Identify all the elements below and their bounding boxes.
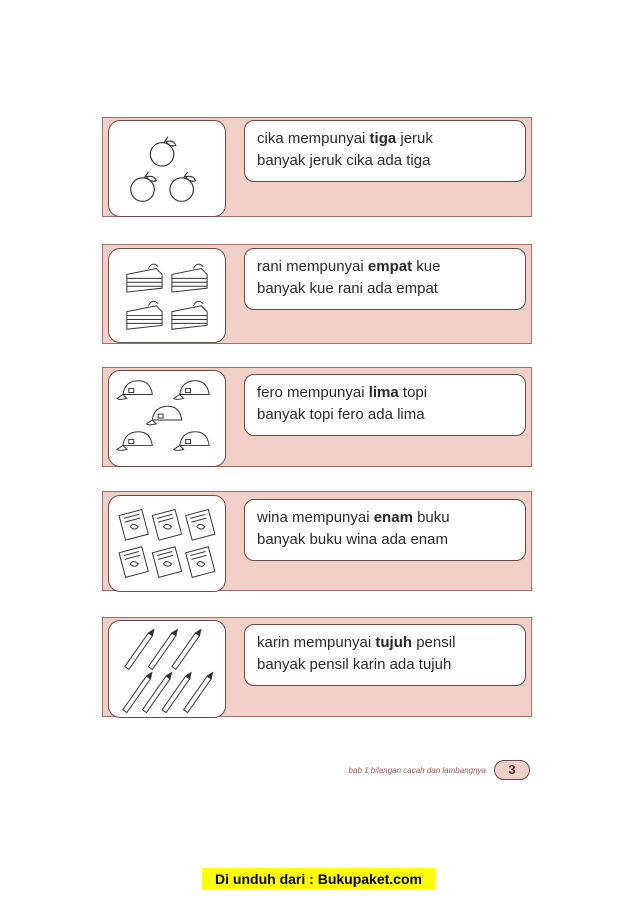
source-banner[interactable]: Di unduh dari : Bukupaket.com [202,868,435,890]
sentence-line-2: banyak buku wina ada enam [257,531,448,548]
book-icon [109,496,225,591]
sentence-line-2: banyak kue rani ada empat [257,280,438,297]
cake-icon [109,249,225,342]
sentence-box [244,374,526,436]
cap-icon [109,371,225,466]
sentence-line-2: banyak pensil karin ada tujuh [257,656,452,673]
picture-frame [108,620,226,718]
sentence-line-1: karin mempunyai tujuh pensil [257,634,456,651]
orange-icon [109,121,225,216]
picture-frame [108,495,226,592]
sentence-line-2: banyak jeruk cika ada tiga [257,152,431,169]
sentence-box [244,624,526,686]
sentence-box [244,499,526,561]
sentence-line-1: rani mempunyai empat kue [257,258,441,275]
page-number: 3 [494,760,530,780]
chapter-title: bab 1 bilangan cacah dan lambangnya [348,766,486,775]
picture-frame [108,120,226,217]
sentence-line-1: cika mempunyai tiga jeruk [257,130,433,147]
sentence-box [244,120,526,182]
picture-frame [108,370,226,467]
sentence-line-2: banyak topi fero ada lima [257,406,425,423]
picture-frame [108,248,226,343]
sentence-line-1: wina mempunyai enam buku [257,509,450,526]
sentence-box [244,248,526,310]
pencil-icon [109,621,225,717]
sentence-line-1: fero mempunyai lima topi [257,384,428,401]
